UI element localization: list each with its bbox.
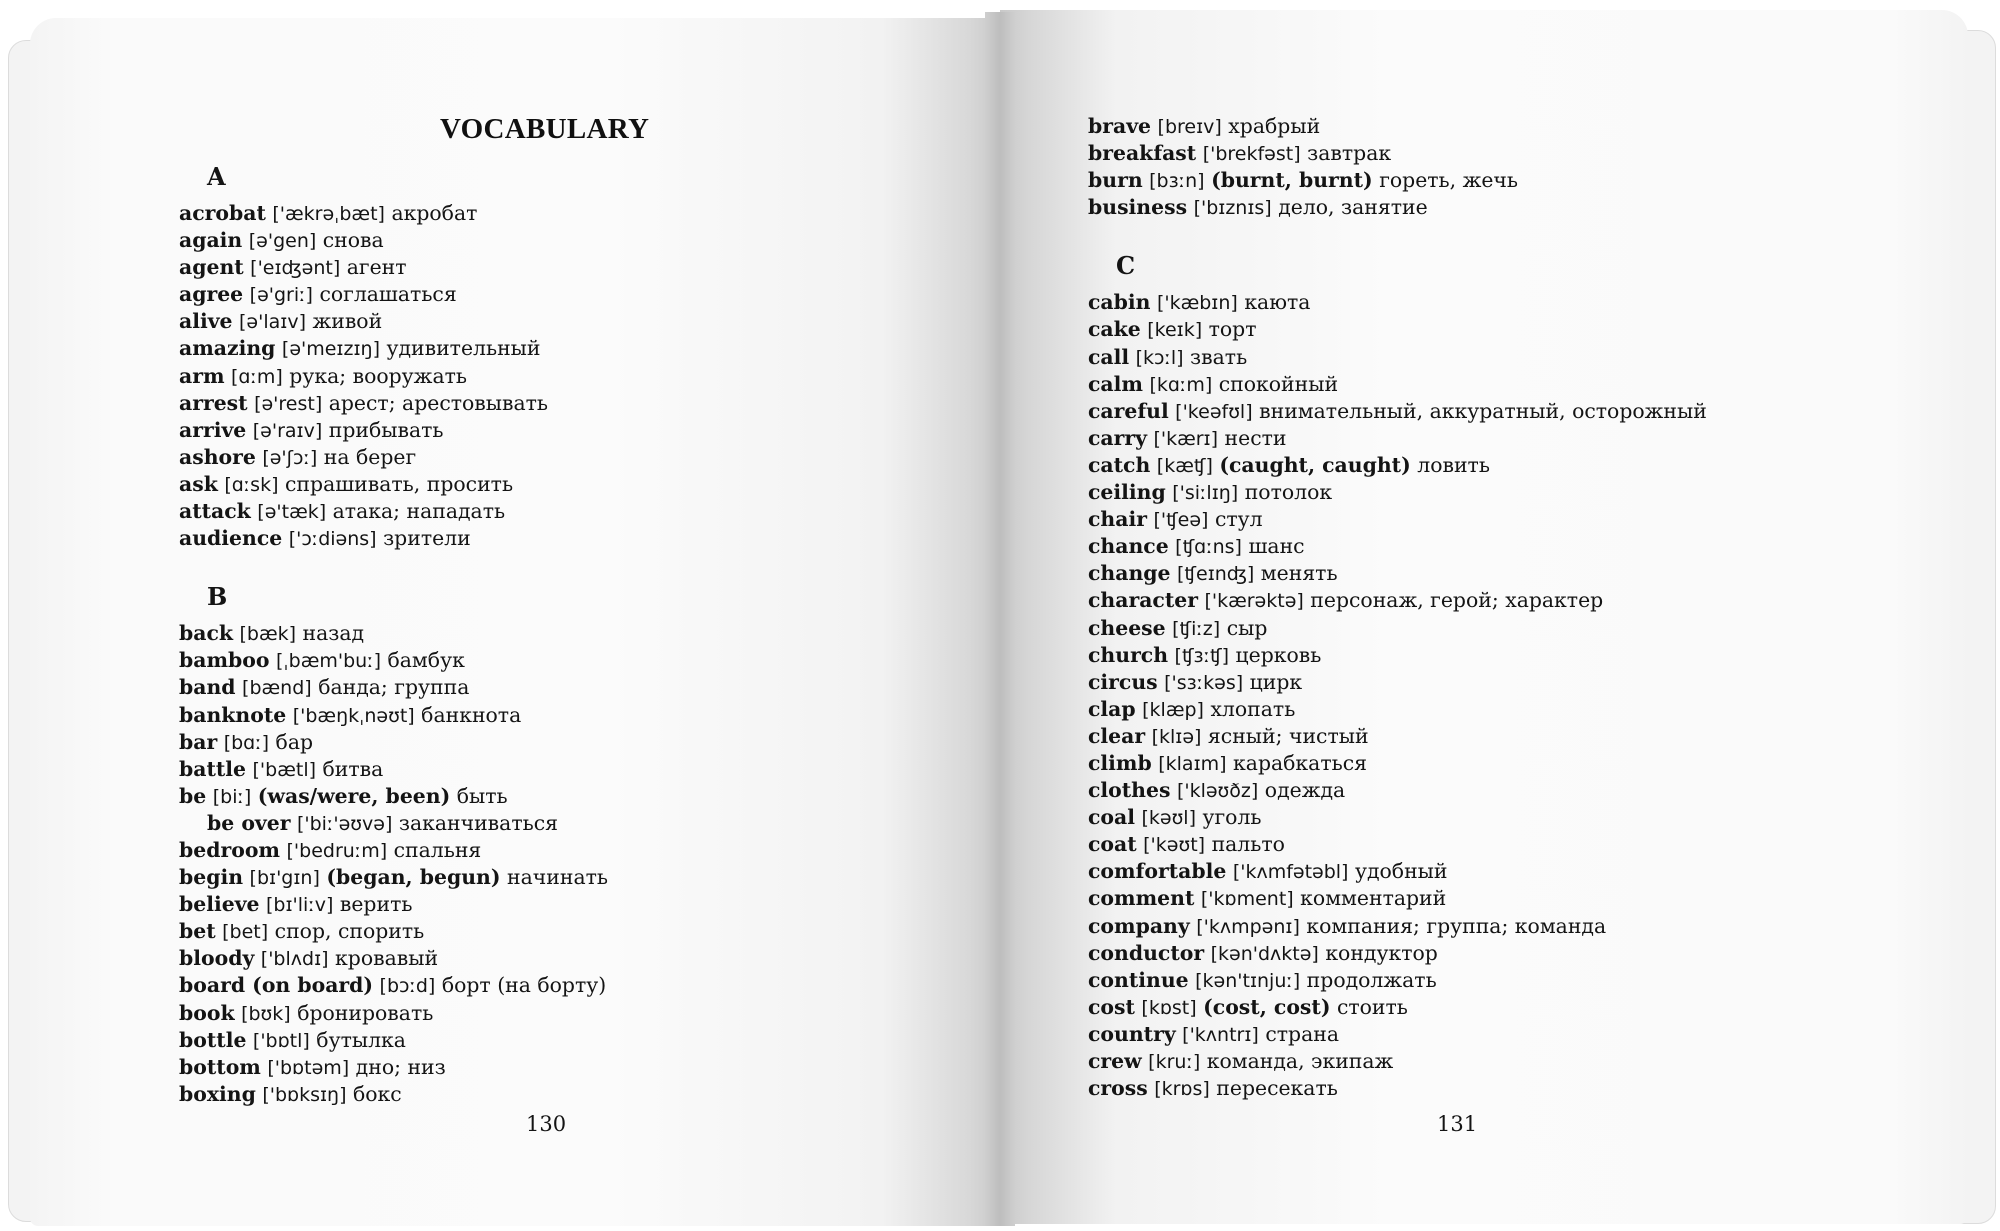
vocabulary-entry (1088, 425, 1868, 452)
left-vocabulary-column (179, 154, 939, 1108)
entry-word: band (179, 675, 236, 700)
vocabulary-entry (179, 620, 939, 647)
entry-translation: бар (275, 729, 314, 754)
vocabulary-entry (1088, 1048, 1868, 1075)
vocabulary-entry (179, 891, 939, 918)
entry-translation: арест; арестовывать (328, 390, 549, 415)
vocabulary-entry (1088, 831, 1868, 858)
entry-translation: храбрый (1228, 114, 1321, 138)
entry-transcription: [krɒs] (1154, 1078, 1210, 1101)
entry-word: banknote (179, 702, 287, 727)
entry-word: carry (1088, 425, 1147, 450)
entry-translation: страна (1265, 1021, 1339, 1046)
entry-word: arrive (179, 417, 247, 442)
entry-translation: рука; вооружать (289, 363, 467, 388)
entry-word: alive (179, 309, 233, 334)
vocabulary-entry (179, 335, 939, 362)
vocabulary-entry (179, 972, 939, 999)
entry-translation: бамбук (387, 648, 465, 673)
vocabulary-entry (1088, 1075, 1868, 1102)
entry-word: conductor (1088, 940, 1205, 965)
entry-translation: на берег (323, 444, 417, 469)
entry-translation: снова (322, 228, 384, 253)
entry-transcription: ['kʌmfətəbl] (1232, 861, 1349, 884)
page-number-left: 130 (526, 1112, 567, 1136)
entry-translation: сыр (1226, 615, 1268, 640)
entry-transcription: [bɪ'liːv] (266, 894, 334, 917)
entry-transcription: [bʊk] (241, 1002, 291, 1025)
vocabulary-entry (179, 1000, 939, 1027)
entry-word: arrest (179, 390, 248, 415)
entry-word: crew (1088, 1049, 1142, 1073)
entry-word: bottle (179, 1027, 247, 1052)
entry-transcription: ['blʌdɪ] (260, 948, 329, 971)
entry-translation: одежда (1264, 778, 1346, 803)
page-title: VOCABULARY (440, 113, 650, 145)
vocabulary-entry (1088, 750, 1868, 777)
entry-word: careful (1088, 398, 1169, 423)
entry-transcription: [kɒst] (1141, 996, 1197, 1019)
entry-translation: быть (456, 783, 508, 808)
entry-transcription: [biː] (212, 785, 252, 808)
vocabulary-entry (179, 1081, 939, 1108)
vocabulary-entry (179, 810, 939, 837)
entry-word: believe (179, 892, 260, 917)
entry-word: chair (1088, 507, 1147, 532)
entry-word: battle (179, 756, 247, 781)
entry-transcription: ['bɪznɪs] (1193, 197, 1272, 220)
vocabulary-entry (1088, 1021, 1868, 1048)
vocabulary-entry (179, 281, 939, 308)
section-gap (179, 552, 939, 574)
entry-word: arm (179, 363, 225, 388)
entry-transcription: ['biː'əʊvə] (296, 812, 393, 835)
entry-translation: назад (302, 621, 365, 646)
entry-translation: продолжать (1306, 967, 1437, 992)
vocabulary-entry (1088, 506, 1868, 533)
entry-word: begin (179, 865, 244, 890)
entry-transcription: [klɪə] (1151, 725, 1202, 748)
entry-translation: пересекать (1216, 1076, 1338, 1101)
entry-verb-forms: (cost, cost) (1203, 994, 1331, 1019)
entry-word: bet (179, 919, 216, 944)
entry-transcription: [bɔːd] (379, 975, 436, 998)
vocabulary-entry (1088, 642, 1868, 669)
vocabulary-entry (1088, 804, 1868, 831)
entry-transcription: [bɑː] (223, 731, 270, 754)
entry-transcription: [bɜːn] (1149, 170, 1205, 193)
entry-transcription: [bɪ'gɪn] (249, 867, 320, 890)
entry-transcription: [ɑːm] (231, 365, 283, 388)
entry-translation: кондуктор (1325, 940, 1438, 965)
entry-verb-forms: (was/were, been) (257, 783, 451, 808)
entry-transcription: ['kəʊt] (1143, 834, 1206, 857)
vocabulary-entry (179, 417, 939, 444)
entry-translation: спрашивать, просить (285, 471, 514, 496)
entry-transcription: [kæʧ] (1156, 454, 1213, 477)
entry-translation: пальто (1211, 832, 1285, 857)
entry-translation: звать (1190, 344, 1248, 369)
entry-transcription: ['kærəktə] (1204, 590, 1304, 613)
entry-transcription: [ə'rest] (254, 392, 323, 415)
entry-word: change (1088, 561, 1171, 586)
entry-transcription: [bet] (222, 921, 269, 944)
entry-word: brave (1088, 114, 1152, 138)
right-vocabulary-column (1088, 113, 1868, 1102)
vocabulary-entry (179, 647, 939, 674)
entry-transcription: [ə'laɪv] (239, 311, 306, 334)
entry-word: bamboo (179, 648, 270, 673)
vocabulary-entry (1088, 344, 1868, 371)
vocabulary-entry (1088, 113, 1868, 140)
vocabulary-entry (179, 498, 939, 525)
entry-transcription: ['bedruːm] (286, 839, 388, 862)
entry-transcription: ['keəfʊl] (1175, 400, 1253, 423)
entry-word: chance (1088, 534, 1169, 559)
entry-word: comment (1088, 886, 1195, 911)
entry-translation: нести (1224, 425, 1287, 450)
vocabulary-entry (179, 837, 939, 864)
vocabulary-entry (1088, 371, 1868, 398)
entry-word: cost (1088, 994, 1135, 1019)
entry-word: calm (1088, 371, 1143, 396)
entry-transcription: [ə'gen] (248, 230, 317, 253)
vocabulary-entry (1088, 696, 1868, 723)
entry-translation: соглашаться (319, 282, 457, 307)
entry-transcription: [ʧɜːʧ] (1174, 644, 1230, 667)
vocabulary-entry (179, 864, 939, 891)
vocabulary-entry (1088, 479, 1868, 506)
entry-transcription: [bænd] (242, 677, 312, 700)
vocabulary-entry (179, 363, 939, 390)
entry-word: be (179, 783, 207, 808)
entry-word: board (on board) (179, 973, 374, 998)
entry-transcription: [kruː] (1148, 1051, 1201, 1073)
entry-word: comfortable (1088, 859, 1227, 884)
vocabulary-entry (1088, 940, 1868, 967)
entry-word: coal (1088, 805, 1135, 830)
entry-transcription: [kən'tɪnjuː] (1195, 969, 1301, 992)
vocabulary-entry (179, 783, 939, 810)
entry-translation: бутылка (316, 1027, 406, 1052)
entry-word: ashore (179, 444, 256, 469)
entry-translation: персонаж, герой; характер (1310, 588, 1604, 613)
entry-translation: бронировать (297, 1000, 434, 1025)
entry-transcription: ['kʌntrɪ] (1182, 1023, 1259, 1046)
entry-transcription: [breɪv] (1157, 116, 1222, 138)
vocabulary-entry (1088, 723, 1868, 750)
vocabulary-entry (1088, 994, 1868, 1021)
entry-word: company (1088, 913, 1190, 938)
entry-word: clothes (1088, 778, 1171, 803)
entry-translation: менять (1260, 561, 1338, 586)
entry-transcription: [bæk] (239, 623, 297, 646)
entry-transcription: ['sɜːkəs] (1164, 671, 1244, 694)
entry-transcription: [ɑːsk] (224, 473, 279, 496)
vocabulary-entry (1088, 885, 1868, 912)
entry-transcription: ['ækrəˌbæt] (272, 203, 385, 225)
entry-word: catch (1088, 452, 1151, 477)
entry-word: burn (1088, 168, 1143, 193)
entry-transcription: ['bæŋkˌnəʊt] (292, 704, 415, 727)
vocabulary-entry (1088, 533, 1868, 560)
entry-word: attack (179, 499, 251, 524)
entry-translation: хлопать (1210, 696, 1296, 721)
entry-word: ceiling (1088, 480, 1166, 505)
entry-translation: битва (322, 756, 384, 781)
entry-word: acrobat (179, 201, 266, 225)
entry-transcription: [ə'griː] (249, 284, 313, 307)
entry-transcription: [ˌbæm'buː] (276, 650, 382, 673)
entry-word: boxing (179, 1081, 256, 1106)
entry-translation: потолок (1244, 480, 1333, 505)
vocabulary-entry (1088, 194, 1868, 221)
entry-translation: кровавый (335, 946, 439, 971)
entry-word: character (1088, 588, 1198, 613)
entry-transcription: ['bɒtl] (252, 1029, 310, 1052)
entry-translation: спор, спорить (274, 919, 425, 944)
entry-word: clap (1088, 696, 1136, 721)
entry-word: bloody (179, 946, 255, 971)
vocabulary-entry (179, 200, 939, 227)
entry-transcription: ['eɪʤənt] (250, 257, 341, 280)
entry-transcription: ['kʌmpənɪ] (1196, 915, 1300, 938)
entry-transcription: [keɪk] (1147, 319, 1203, 342)
vocabulary-entry (1088, 167, 1868, 194)
entry-translation: завтрак (1307, 141, 1392, 166)
entry-word: back (179, 621, 234, 646)
entry-transcription: [kəʊl] (1141, 807, 1197, 830)
vocabulary-entry (179, 1054, 939, 1081)
entry-word: continue (1088, 967, 1189, 992)
entry-transcription: ['kæbɪn] (1156, 292, 1238, 315)
book-spine (985, 12, 1015, 1226)
entry-transcription: ['kɒment] (1200, 888, 1294, 911)
entry-translation: комментарий (1300, 886, 1447, 911)
vocabulary-entry (179, 918, 939, 945)
entry-transcription: ['siːlɪŋ] (1172, 482, 1239, 505)
entry-transcription: ['brekfəst] (1202, 143, 1301, 166)
entry-word: audience (179, 526, 283, 551)
entry-word: circus (1088, 669, 1158, 694)
entry-transcription: ['kærɪ] (1153, 427, 1219, 450)
vocabulary-entry (179, 702, 939, 729)
entry-translation: цирк (1249, 669, 1303, 694)
entry-transcription: ['ʧeə] (1153, 509, 1209, 532)
vocabulary-entry (1088, 452, 1868, 479)
vocabulary-entry (179, 756, 939, 783)
vocabulary-entry (179, 227, 939, 254)
vocabulary-entry (179, 729, 939, 756)
entry-verb-forms: (began, begun) (326, 865, 501, 890)
entry-word: ask (179, 471, 218, 496)
entry-transcription: [ʧeɪnʤ] (1177, 563, 1255, 586)
entry-word: climb (1088, 750, 1152, 775)
entry-word: agent (179, 255, 244, 280)
entry-word: breakfast (1088, 141, 1197, 166)
vocabulary-entry (1088, 967, 1868, 994)
entry-translation: заканчиваться (398, 810, 558, 835)
entry-translation: банкнота (421, 702, 522, 727)
entry-word: bar (179, 729, 218, 754)
entry-transcription: ['bɒtəm] (267, 1056, 350, 1079)
entry-transcription: [ə'meɪzɪŋ] (281, 338, 380, 361)
entry-translation: дело, занятие (1278, 195, 1428, 220)
entry-word: cake (1088, 317, 1141, 342)
entry-word: country (1088, 1021, 1176, 1046)
section-letter: B (207, 582, 228, 612)
entry-translation: компания; группа; команда (1306, 913, 1607, 938)
entry-transcription: [klaɪm] (1158, 752, 1227, 775)
section-gap (1088, 221, 1868, 243)
entry-translation: стоить (1336, 994, 1408, 1019)
vocabulary-entry (1088, 669, 1868, 696)
entry-transcription: ['bætl] (252, 758, 317, 781)
vocabulary-entry (1088, 858, 1868, 885)
entry-translation: банда; группа (318, 675, 470, 700)
vocabulary-entry (1088, 560, 1868, 587)
vocabulary-entry (179, 308, 939, 335)
entry-translation: торт (1208, 317, 1257, 342)
entry-word: call (1088, 344, 1130, 369)
entry-translation: прибывать (328, 417, 444, 442)
vocabulary-entry (179, 444, 939, 471)
entry-translation: атака; нападать (332, 499, 506, 524)
vocabulary-entry (179, 945, 939, 972)
entry-transcription: [kən'dʌktə] (1210, 942, 1319, 965)
entry-transcription: [ə'tæk] (257, 501, 327, 524)
entry-word: cheese (1088, 615, 1166, 640)
entry-translation: акробат (391, 201, 478, 225)
vocabulary-entry (1088, 913, 1868, 940)
vocabulary-entry (179, 1027, 939, 1054)
entry-translation: борт (на борту) (441, 973, 607, 998)
entry-translation: церковь (1235, 642, 1322, 667)
entry-translation: гореть, жечь (1379, 168, 1519, 193)
entry-word: bedroom (179, 837, 281, 862)
entry-word: business (1088, 195, 1188, 220)
entry-transcription: [ə'raɪv] (252, 419, 323, 442)
entry-transcription: [kɑːm] (1149, 373, 1213, 396)
entry-verb-forms: (caught, caught) (1219, 452, 1411, 477)
vocabulary-entry (1088, 398, 1868, 425)
entry-translation: спокойный (1218, 371, 1339, 396)
entry-translation: команда, экипаж (1206, 1049, 1394, 1073)
entry-translation: карабкаться (1233, 750, 1367, 775)
entry-translation: спальня (393, 837, 482, 862)
entry-translation: внимательный, аккуратный, осторожный (1259, 398, 1707, 423)
entry-word: cross (1088, 1076, 1148, 1101)
entry-transcription: [ʧiːz] (1172, 617, 1221, 640)
entry-transcription: ['ɔːdiəns] (288, 528, 377, 551)
entry-translation: удивительный (386, 336, 541, 361)
entry-translation: агент (346, 255, 407, 280)
vocabulary-entry (1088, 615, 1868, 642)
entry-transcription: [kɔːl] (1135, 346, 1184, 369)
entry-word: clear (1088, 723, 1146, 748)
vocabulary-entry (1088, 316, 1868, 343)
entry-translation: живой (312, 309, 383, 334)
vocabulary-entry (179, 525, 939, 552)
entry-translation: начинать (507, 865, 608, 890)
entry-word: bottom (179, 1054, 261, 1079)
entry-translation: дно; низ (355, 1054, 446, 1079)
entry-transcription: [klæp] (1142, 698, 1204, 721)
entry-word: be over (207, 810, 291, 835)
entry-translation: ловить (1417, 452, 1490, 477)
vocabulary-entry (1088, 587, 1868, 614)
entry-translation: удобный (1354, 859, 1448, 884)
section-letter: A (207, 162, 226, 191)
page-number-right: 131 (1437, 1112, 1478, 1136)
entry-word: coat (1088, 832, 1137, 857)
entry-transcription: [ʧɑːns] (1175, 536, 1242, 559)
entry-word: agree (179, 282, 244, 307)
section-letter: C (1116, 251, 1136, 281)
vocabulary-entry (179, 254, 939, 281)
entry-word: cabin (1088, 290, 1151, 315)
vocabulary-entry (1088, 777, 1868, 804)
entry-word: book (179, 1000, 235, 1025)
entry-translation: шанс (1248, 534, 1305, 559)
entry-word: amazing (179, 336, 276, 361)
entry-translation: стул (1214, 507, 1263, 532)
vocabulary-entry (179, 390, 939, 417)
vocabulary-entry (179, 471, 939, 498)
entry-translation: зрители (383, 526, 471, 551)
entry-verb-forms: (burnt, burnt) (1211, 168, 1373, 193)
vocabulary-entry (179, 674, 939, 701)
entry-translation: бокс (353, 1081, 402, 1106)
vocabulary-entry (1088, 140, 1868, 167)
entry-transcription: [ə'ʃɔː] (262, 446, 318, 469)
entry-word: again (179, 228, 243, 253)
entry-word: church (1088, 642, 1169, 667)
entry-transcription: ['bɒksɪŋ] (262, 1083, 347, 1106)
vocabulary-entry (1088, 289, 1868, 316)
entry-transcription: ['kləʊðz] (1176, 780, 1259, 803)
entry-translation: верить (339, 892, 413, 917)
entry-translation: ясный; чистый (1207, 723, 1369, 748)
entry-translation: уголь (1202, 805, 1262, 830)
entry-translation: каюта (1244, 290, 1311, 315)
